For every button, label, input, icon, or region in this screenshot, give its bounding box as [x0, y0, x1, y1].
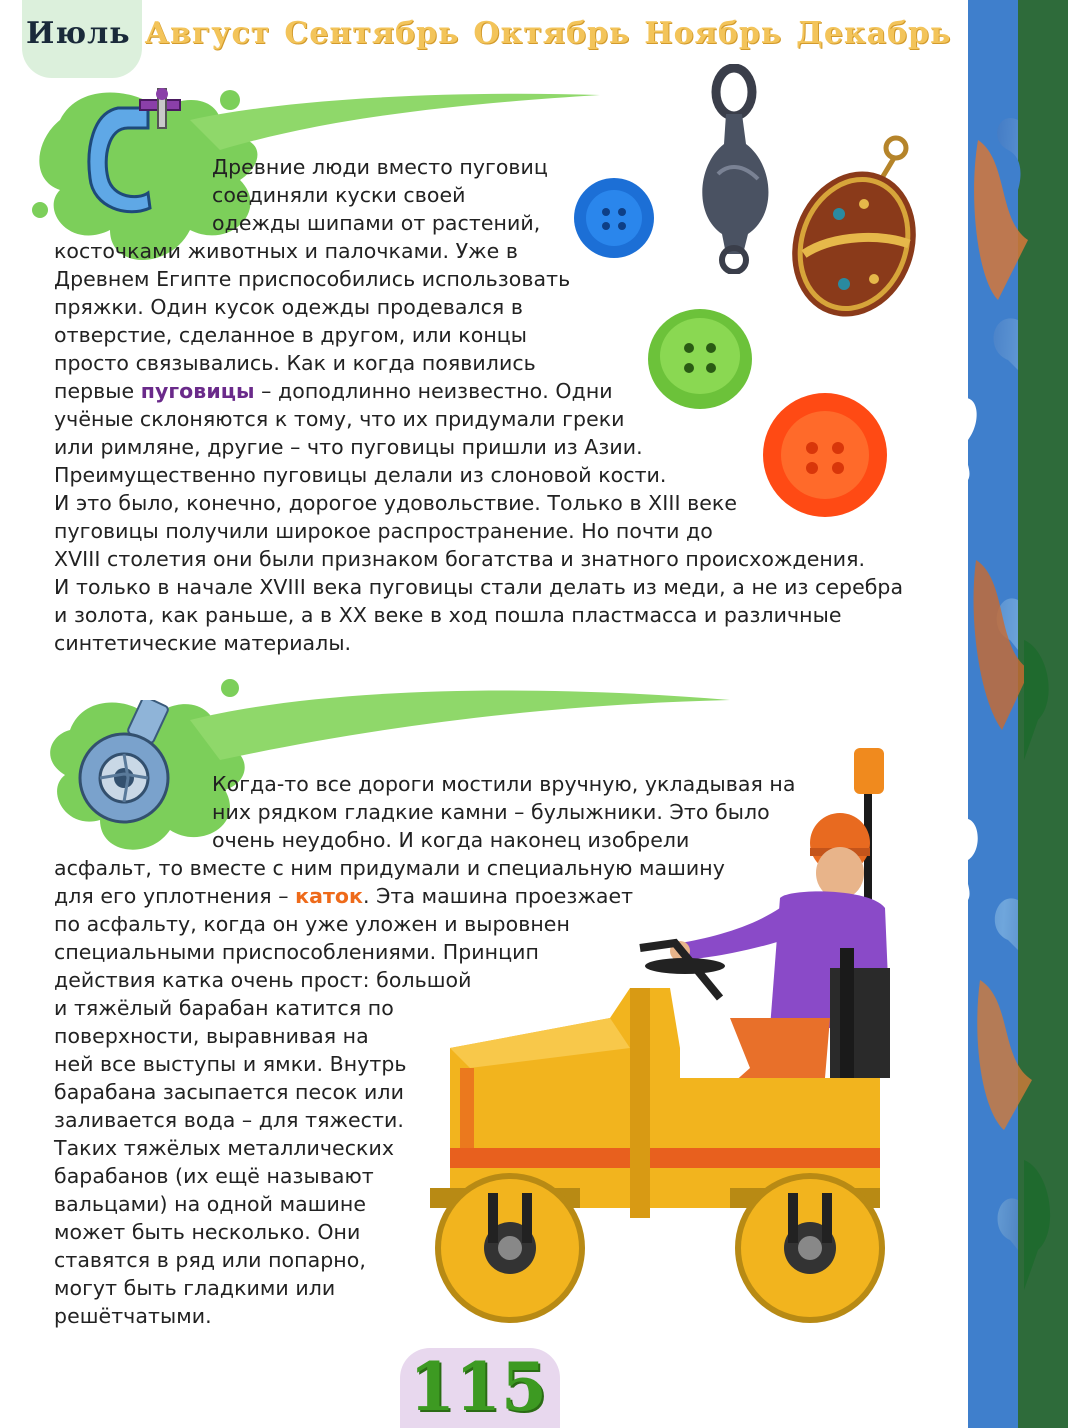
text-line: могут быть гладкими или [54, 1276, 336, 1300]
text-line: и тяжёлый барабан катится по [54, 996, 394, 1020]
text-line: косточками животных и палочками. Уже в [54, 239, 519, 263]
text-line: соединяли куски своей [212, 183, 466, 207]
text-line [54, 882, 795, 910]
text-line: одежды шипами от растений, [212, 211, 541, 235]
roller-article-text [54, 770, 795, 1330]
text-fragment: первые [54, 379, 141, 403]
text-line: Древнем Египте приспособились использовать [54, 267, 571, 291]
month-november: Ноябрь [644, 15, 783, 51]
text-line: и золота, как раньше, а в XX веке в ход пошла пластмасса и различные [54, 603, 842, 627]
keyword-roller: каток [295, 884, 363, 908]
text-line: И это было, конечно, дорогое удовольствие. Только в XIII веке [54, 491, 737, 515]
month-december: Декабрь [796, 15, 952, 51]
text-line: просто связывались. Как и когда появились [54, 351, 536, 375]
text-line: Таких тяжёлых металлических [54, 1136, 395, 1160]
text-line: поверхности, выравнивая на [54, 1024, 369, 1048]
text-line: отверстие, сделанное в другом, или концы [54, 323, 528, 347]
text-line [54, 377, 903, 405]
text-line: очень неудобно. И когда наконец изобрели [212, 828, 690, 852]
text-fragment: – доподлинно неизвестно. Одни [254, 379, 613, 403]
text-line: по асфальту, когда он уже уложен и выровнен [54, 912, 570, 936]
text-line: действия катка очень прост: большой [54, 968, 472, 992]
text-line: пряжки. Один кусок одежды продевался в [54, 295, 523, 319]
buttons-article-text [54, 153, 903, 657]
text-fragment: для его уплотнения – [54, 884, 296, 908]
text-line: специальными приспособлениями. Принцип [54, 940, 539, 964]
page-number: 115 [409, 1348, 547, 1426]
month-august: Август [144, 15, 271, 51]
month-header [26, 8, 952, 58]
text-line: ней все выступы и ямки. Внутрь [54, 1052, 407, 1076]
month-september: Сентябрь [284, 15, 460, 51]
text-line: барабана засыпается песок или [54, 1080, 404, 1104]
puzzle-border-decoration [938, 0, 1068, 1428]
text-line: них рядком гладкие камни – булыжники. Это было [212, 800, 770, 824]
text-line: или римляне, другие – что пуговицы пришли из Азии. [54, 435, 643, 459]
text-line: асфальт, то вместе с ним придумали и специальную машину [54, 856, 725, 880]
month-july: Июль [26, 15, 131, 51]
text-line: пуговицы получили широкое распространение. Но почти до [54, 519, 713, 543]
text-fragment: . Эта машина проезжает [363, 884, 634, 908]
text-line: Когда-то все дороги мостили вручную, укладывая на [212, 772, 796, 796]
text-line: вальцами) на одной машине [54, 1192, 367, 1216]
text-line: синтетические материалы. [54, 631, 352, 655]
text-line: учёные склоняются к тому, что их придумали греки [54, 407, 625, 431]
month-october: Октябрь [473, 15, 631, 51]
text-line: Преимущественно пуговицы делали из слоновой кости. [54, 463, 667, 487]
keyword-buttons: пуговицы [140, 379, 255, 403]
text-line: может быть несколько. Они [54, 1220, 361, 1244]
text-line: заливается вода – для тяжести. [54, 1108, 404, 1132]
text-line: ставятся в ряд или попарно, [54, 1248, 366, 1272]
text-line: барабанов (их ещё называют [54, 1164, 374, 1188]
text-line: Древние люди вместо пуговиц [212, 155, 548, 179]
text-line: решётчатыми. [54, 1304, 212, 1328]
text-line: XVIII столетия они были признаком богатства и знатного происхождения. [54, 547, 866, 571]
text-line: И только в начале XVIII века пуговицы стали делать из меди, а не из серебра [54, 575, 904, 599]
